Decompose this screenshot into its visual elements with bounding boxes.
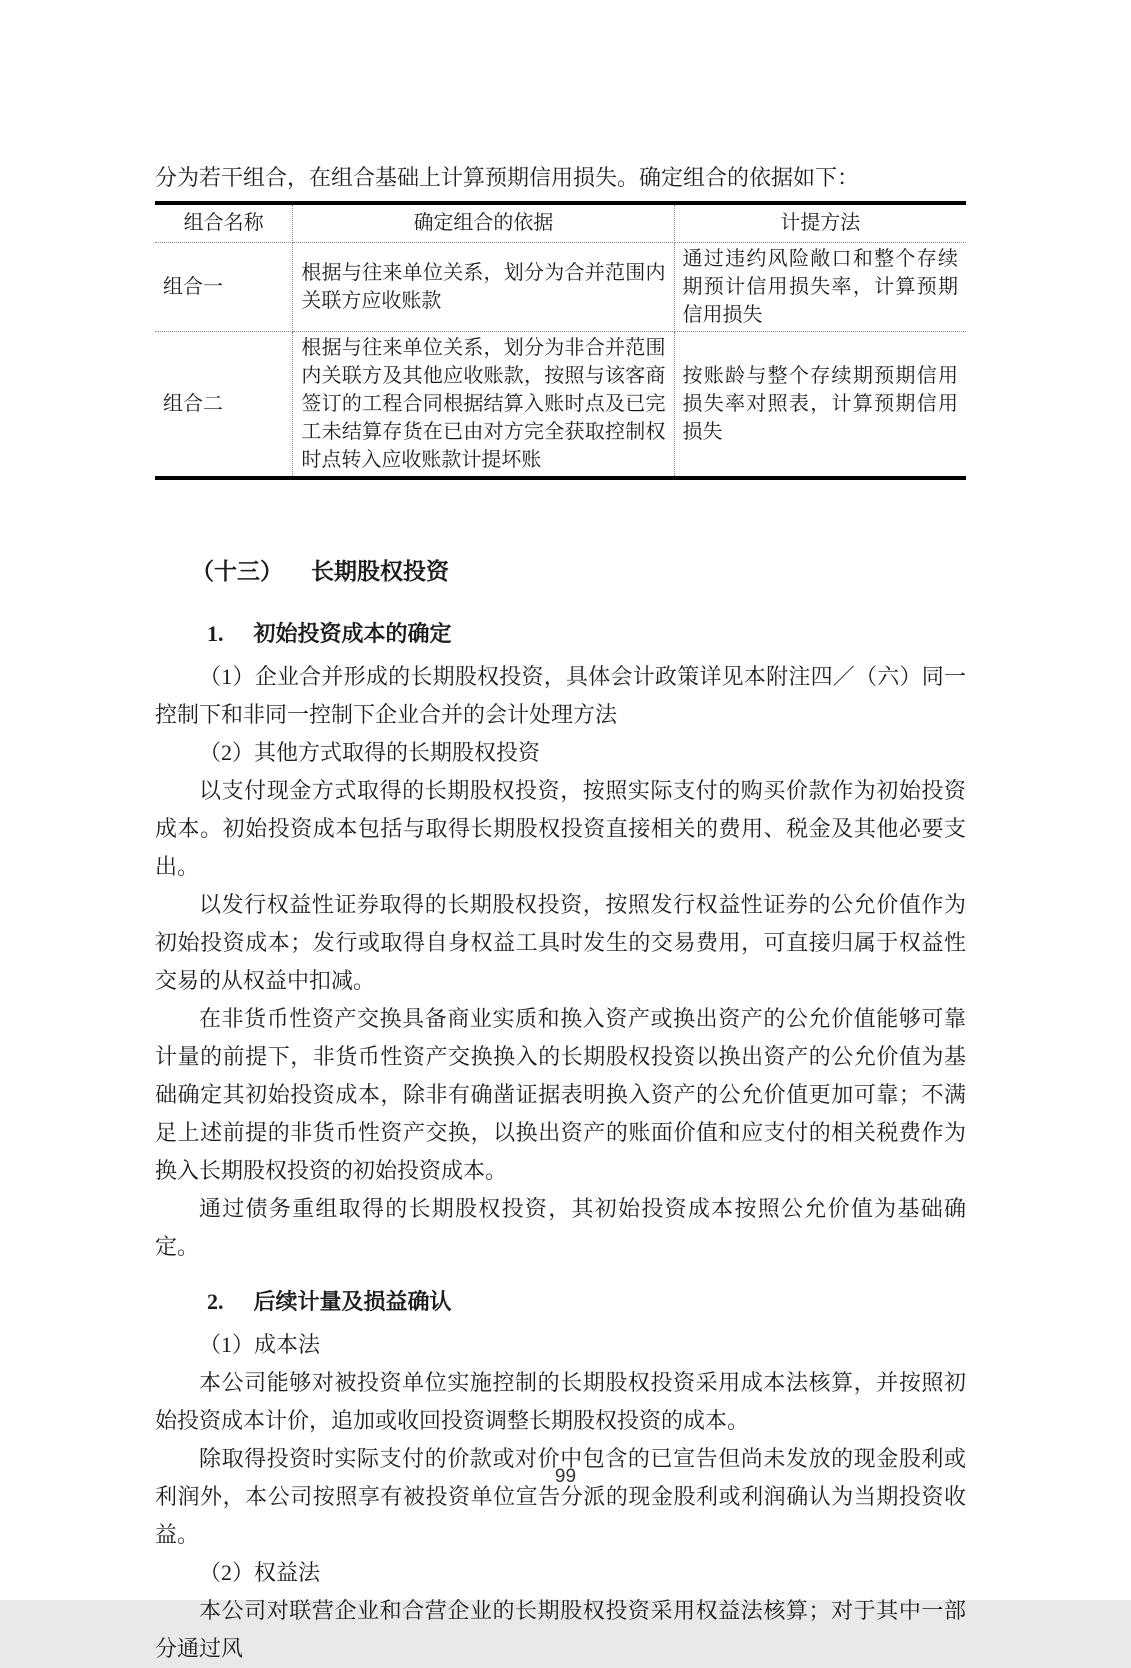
page-content	[155, 163, 966, 1668]
basis-cell: 根据与往来单位关系，划分为非合并范围内关联方及其他应收账款，按照与该客商签订的工程合同根据结算入账时点及已完工未结算存货在已由对方完全获取控制权时点转入应收账款计提坏账	[293, 332, 674, 479]
paragraph: 除取得投资时实际支付的价款或对价中包含的已宣告但尚未发放的现金股利或利润外，本公司按照享有被投资单位宣告分派的现金股利或利润确认为当期投资收益。	[155, 1446, 966, 1547]
subsection-2-title: 后续计量及损益确认	[253, 1289, 452, 1314]
section-13-heading	[191, 556, 966, 588]
table-row	[155, 243, 966, 332]
table-row	[155, 332, 966, 479]
col-header-method: 计提方法	[674, 203, 966, 243]
subsection-2-paragraphs	[155, 1326, 966, 1668]
paragraph: 通过债务重组取得的长期股权投资，其初始投资成本按照公允价值为基础确定。	[155, 1196, 966, 1259]
section-13-number: （十三）	[191, 559, 283, 584]
subsection-1-heading	[207, 618, 966, 650]
subsection-1-title: 初始投资成本的确定	[253, 621, 452, 646]
subsection-2-heading	[207, 1286, 966, 1318]
portfolio-name-cell: 组合二	[155, 332, 293, 479]
subsection-1-number: 1.	[207, 621, 224, 646]
portfolio-name-cell: 组合一	[155, 243, 293, 332]
paragraph: （2）其他方式取得的长期股权投资	[199, 740, 541, 765]
paragraph: （1）企业合并形成的长期股权投资，具体会计政策详见本附注四／（六）同一控制下和非同一控制下企业合并的会计处理方法	[155, 664, 966, 727]
paragraph: 以支付现金方式取得的长期股权投资，按照实际支付的购买价款作为初始投资成本。初始投资成本包括与取得长期股权投资直接相关的费用、税金及其他必要支出。	[155, 778, 966, 879]
paragraph: 本公司对联营企业和合营企业的长期股权投资采用权益法核算；对于其中一部分通过风	[155, 1598, 966, 1661]
col-header-basis: 确定组合的依据	[293, 203, 674, 243]
paragraph: （2）权益法	[199, 1560, 321, 1585]
portfolio-table	[155, 201, 966, 480]
table-header-row	[155, 203, 966, 243]
paragraph: （1）成本法	[199, 1332, 321, 1357]
method-cell: 按账龄与整个存续期预期信用损失率对照表，计算预期信用损失	[682, 365, 958, 443]
section-13-title: 长期股权投资	[311, 559, 449, 584]
paragraph: 以发行权益性证券取得的长期股权投资，按照发行权益性证券的公允价值作为初始投资成本；发行或取得自身权益工具时发生的交易费用，可直接归属于权益性交易的从权益中扣减。	[155, 892, 966, 993]
page-number: 99	[554, 1466, 577, 1487]
basis-cell: 根据与往来单位关系，划分为合并范围内关联方应收账款	[293, 243, 674, 332]
paragraph: 在非货币性资产交换具备商业实质和换入资产或换出资产的公允价值能够可靠计量的前提下，非货币性资产交换换入的长期股权投资以换出资产的公允价值为基础确定其初始投资成本，除非有确凿证据表明换入资产的公允价值更加可靠；不满足上述前提的非货币性资产交换，以换出资产的账面价值和应支付的相关税费作为换入长期股权投资的初始投资成本。	[155, 1006, 966, 1183]
method-cell: 通过违约风险敞口和整个存续期预计信用损失率，计算预期信用损失	[674, 243, 966, 332]
subsection-2-number: 2.	[207, 1289, 224, 1314]
intro-paragraph: 分为若干组合，在组合基础上计算预期信用损失。确定组合的依据如下：	[155, 165, 860, 190]
paragraph: 本公司能够对被投资单位实施控制的长期股权投资采用成本法核算，并按照初始投资成本计价，追加或收回投资调整长期股权投资的成本。	[155, 1370, 966, 1433]
col-header-portfolio-name: 组合名称	[155, 203, 293, 243]
subsection-1-paragraphs	[155, 658, 966, 1266]
